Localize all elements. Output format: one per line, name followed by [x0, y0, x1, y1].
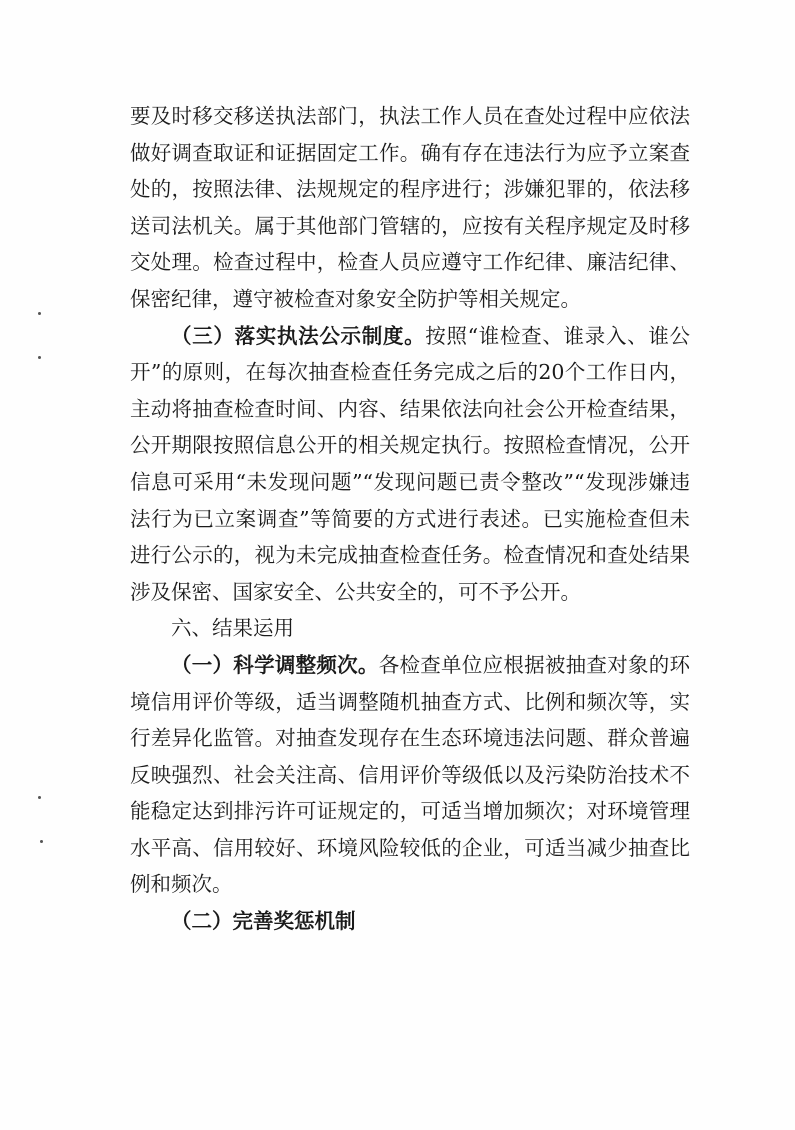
margin-mark: [38, 356, 41, 359]
margin-mark: [38, 312, 41, 315]
paragraph-frequency: [130, 647, 690, 903]
subsection-heading: （二）完善奖惩机制: [171, 909, 356, 934]
paragraph-lead: （三）落实执法公示制度。: [171, 323, 426, 348]
margin-mark: [40, 840, 43, 843]
paragraph-text: 各检查单位应根据被抽查对象的环境信用评价等级，适当调整随机抽查方式、比例和频次等，实行差异化监管。对抽查发现存在生态环境违法问题、群众普遍反映强烈、社会关注高、信用评价等级低以及污染防治技术不能稳定达到排污许可证规定的，可适当增加频次；对环境管理水平高、信用较好、环境风险较低的企业，可适当减少抽查比例和频次。: [130, 652, 691, 897]
paragraph-publicity: [130, 318, 690, 611]
paragraph-text: 按照“谁检查、谁录入、谁公开”的原则，在每次抽查检查任务完成之后的20个工作日内，主动将抽查检查时间、内容、结果依法向社会公开检查结果，公开期限按照信息公开的相关规定执行。按照检查情况，公开信息可采用“未发现问题”“发现问题已责令整改”“发现涉嫌违法行为已立案调查”等简要的方式进行表述。已实施检查但未进行公示的，视为未完成抽查检查任务。检查情况和查处结果涉及保密、国家安全、公共安全的，可不予公开。: [130, 323, 691, 604]
section-heading: 六、结果运用: [171, 616, 294, 641]
margin-mark: [38, 796, 41, 799]
paragraph-continued: 要及时移交移送执法部门，执法工作人员在查处过程中应依法做好调查取证和证据固定工作。确有存在违法行为应予立案查处的，按照法律、法规规定的程序进行；涉嫌犯罪的，依法移送司法机关。属于其他部门管辖的，应按有关程序规定及时移交处理。检查过程中，检查人员应遵守工作纪律、廉洁纪律、保密纪律，遵守被检查对象安全防护等相关规定。: [130, 104, 690, 311]
paragraph-lead: （一）科学调整频次。: [171, 652, 379, 677]
document-body: [130, 98, 690, 940]
